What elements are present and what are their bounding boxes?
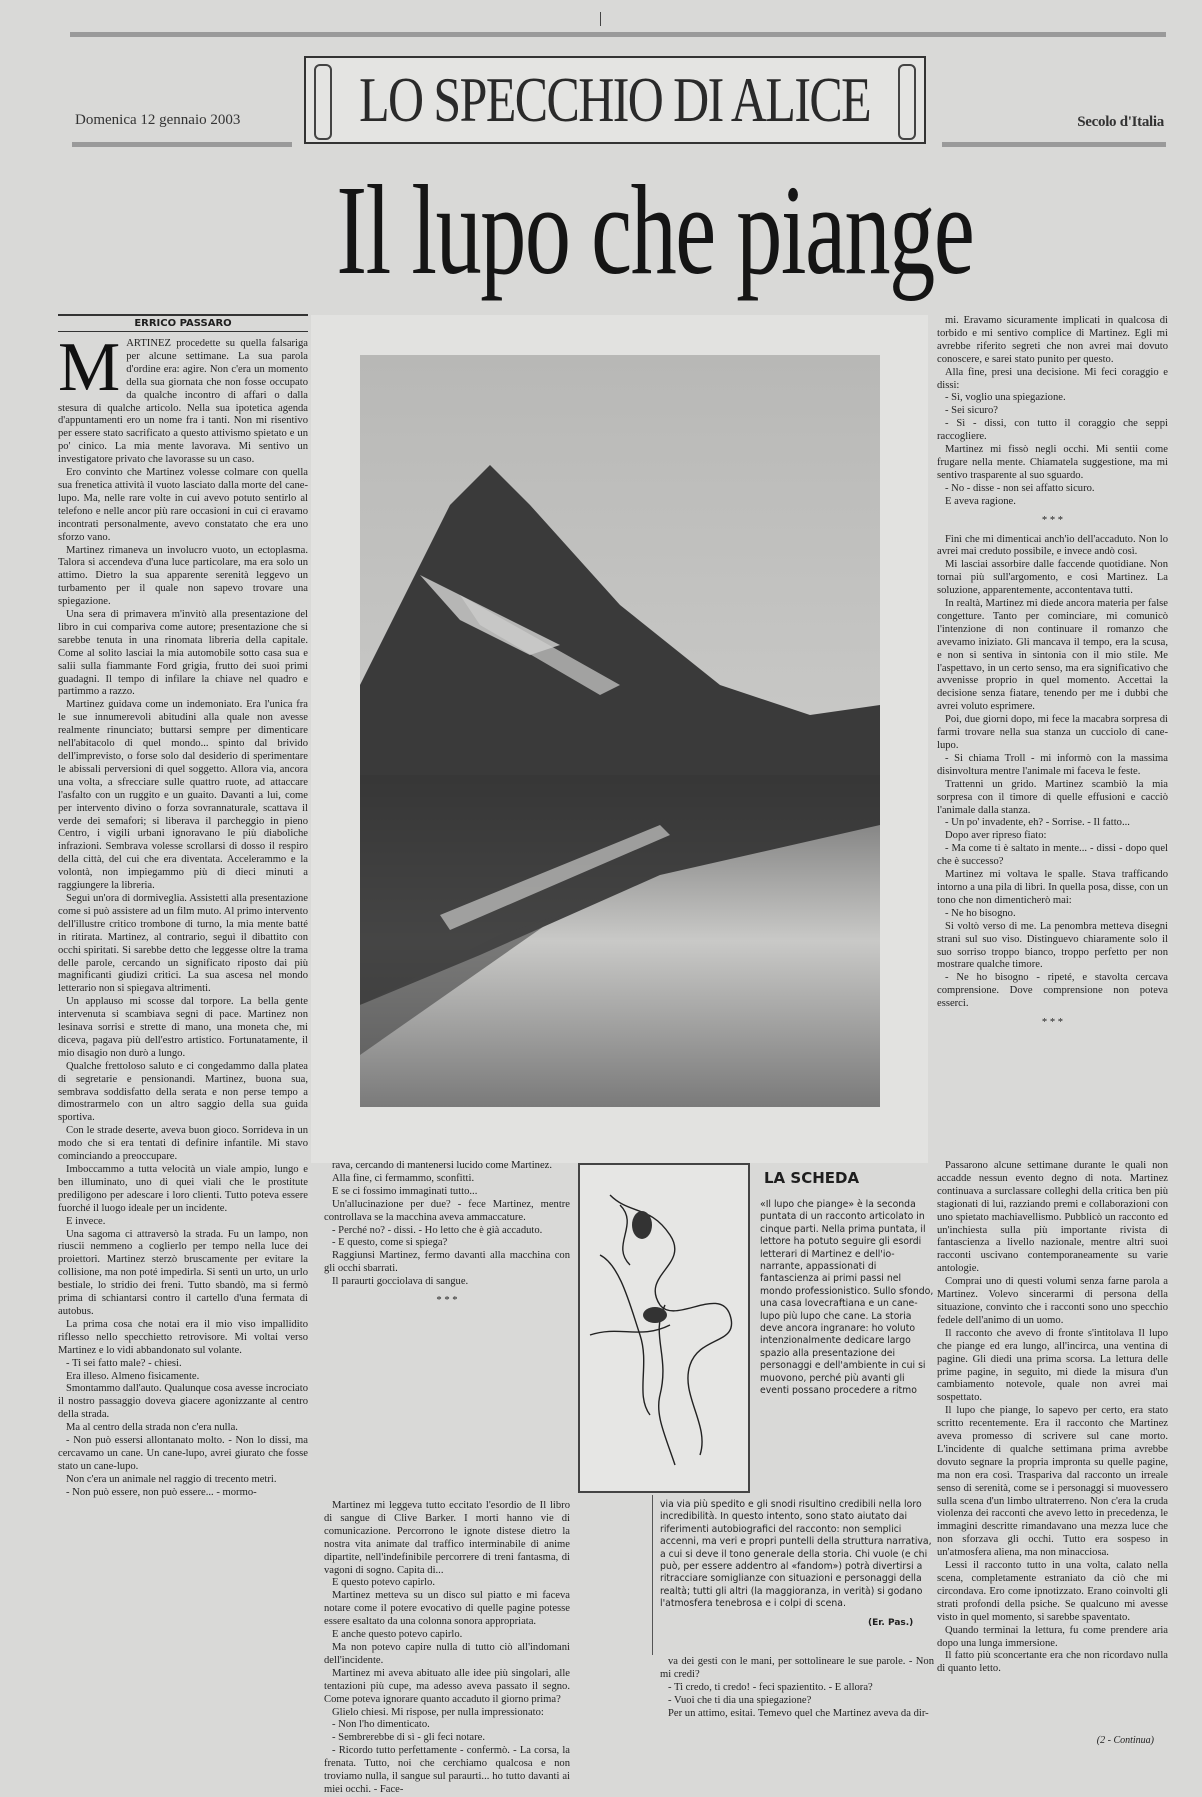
paragraph: Un'allucinazione per due? - fece Martinez, mentre controllava se la macchina aveva ammaccature.	[324, 1198, 570, 1223]
paragraph: - Ma come ti è saltato in mente... - dissi - dopo quel che è successo?	[937, 843, 1168, 868]
paragraph: Martinez mi leggeva tutto eccitato l'esordio de Il libro di sangue di Clive Barker. I morti hanno vie di comunicazione. Percorrono le ignote distese dietro la nostra vita animate dal traffico interminabile di anime dipartite, nell'indefinibile percorrere di treni fantasma, di vagoni di sogno. Capita di...	[324, 1500, 570, 1576]
paragraph: Qualche frettoloso saluto e ci congedammo dalla platea di segretarie e pensionandi. Martinez, buona sua, sembrava soddisfatto della serata e non perse tempo a dimostrarmelo con un altro saggio della sua guida sportiva.	[58, 1060, 308, 1124]
illustration	[578, 1163, 750, 1493]
paragraph: - Sei sicuro?	[945, 405, 998, 417]
paragraph: Imboccammo a tutta velocità un viale ampio, lungo e ben illuminato, uno di quei viali che le prostitute prediligono per adescare i loro clienti. Tutto poteva essere fuorché il luogo ideale per un incidente.	[58, 1164, 308, 1214]
paragraph: Alla fine, presi una decisione. Mi feci coraggio e dissi:	[937, 366, 1168, 391]
paragraph: Ma al centro della strada non c'era nulla.	[66, 1422, 238, 1434]
ornament-right-icon	[898, 64, 916, 140]
paragraph: E invece.	[66, 1215, 106, 1227]
left-header-rule	[72, 142, 292, 147]
paragraph: - Non può essersi allontanato molto. - Non lo dissi, ma cercavamo un cane. Un cane-lupo, avrei giurato che fosse stato un cane-lupo.	[58, 1435, 308, 1472]
paragraph: - Sì, voglio una spiegazione.	[945, 392, 1066, 404]
paragraph: - Ne ho bisogno.	[945, 907, 1016, 919]
paragraph: Passarono alcune settimane durante le quali non accadde nessun evento degno di nota. Martinez continuava a surclassare colleghi della critica ben più stagionati di lui, razziando premi e collaborazioni con uno spietato machiavellismo. Pubblicò un racconto ed un'inchiesta sulla più importante rivista di fantascienza a livello nazionale, mentre altri suoi racconti uscivano contemporaneamente su varie antologie.	[937, 1160, 1168, 1275]
paragraph: La prima cosa che notai era il mio viso impallidito riflesso nello specchietto retrovisore. Mi voltai verso Martinez e lo vidi abbandonato sul volante.	[58, 1318, 308, 1356]
paragraph: Martinez mi voltava le spalle. Stava trafficando intorno a una pila di libri. In quella posa, disse, con un tono che non dimenticherò mai:	[937, 869, 1168, 906]
paragraph: * * *	[1041, 1017, 1064, 1029]
paragraph: Non c'era un animale nel raggio di trecento metri.	[66, 1473, 277, 1485]
paragraph: Il lupo che piange, lo sapevo per certo, era stato scritto recentemente. Era il racconto che Martinez aveva promesso di scrivere sul cane morto. L'incidente di qualche settimana prima avrebbe dovuto segnare la propria impronta su quelle pagine, ma non era così. Traspariva dal racconto un irreale senso di serenità, come se i personaggi si muovessero sulla scena d'un limbo ultraterreno. Non c'era la cruda violenza dei racconti che avevo letto in precedenza, le immagini descritte rimandavano una mezza luce che non sforzava gli occhi. Tutto era sospeso in un'atmosfera aliena, ma non minacciosa.	[937, 1405, 1168, 1559]
article-column-4	[937, 1160, 1168, 1734]
right-header-rule	[942, 142, 1166, 147]
landscape-photo	[311, 315, 928, 1163]
paragraph: Mi lasciai assorbire dalle faccende quotidiane. Non tornai più sull'argomento, e così Martinez. La soluzione, apparentemente, accontentava tutti.	[937, 559, 1168, 597]
paragraph: Seguì un'ora di dormiveglia. Assistetti alla presentazione come si può assistere ad un film muto. Al primo intervento dell'illustre critico trombone di turno, la mia mente batté in ritirata. Martinez, al contrario, seguì il dibattito con occhi spiritati. Si sarebbe detto che leggesse oltre la trama delle parole, cercando un significato riposto dai più magnificanti giudizi critici. La sua ascesa nel mondo letterario non si spiegava altrimenti.	[58, 892, 308, 995]
issue-date: Domenica 12 gennaio 2003	[75, 112, 241, 128]
info-box	[578, 1163, 934, 1643]
paragraph: Una sera di primavera m'invitò alla presentazione del libro in cui compariva come autore; presentazione che si sarebbe tenuta in una rinomata libreria della capitale. Come al solito lasciai la mia automobile sotto casa sua e salii sulla fiammante Ford grigia, frutto dei suoi primi guadagni. Il tempo di infilare la chiave nel quadro e partimmo a razzo.	[58, 609, 308, 698]
section-masthead	[304, 56, 926, 144]
info-box-text: «Il lupo che piange» è la seconda puntata di un racconto articolato in cinque parti. Nella prima puntata, il lettore ha potuto seguire gli esordi letterari di Martinez e dell'io-narrante, appassionati di fantascienza ai primi passi nel mondo professionistico. Sullo sfondo, una casa lovecraftiana e un cane-lupo più lupo che cane. La storia deve ancora ingranare: ho voluto intenzionalmente dedicare largo spazio alla presentazione dei personaggi e dell'ambiente in cui si muovono, perché più avanti gli eventi possano procedere a ritmo	[760, 1199, 934, 1397]
article-column-2	[324, 1160, 570, 1500]
paragraph: - Sì - dissi, con tutto il coraggio che seppi raccogliere.	[937, 418, 1168, 443]
paragraph: - Un po' invadente, eh? - Sorrise. - Il fatto...	[945, 817, 1130, 829]
paragraph: Poi, due giorni dopo, mi fece la macabra sorpresa di farmi trovare nella sua stanza un cucciolo di cane-lupo.	[937, 714, 1168, 751]
paragraph: - Sembrerebbe di sì - gli feci notare.	[332, 1732, 485, 1744]
article-column-2-tail	[660, 1656, 934, 1750]
info-box-signature: (Er. Pas.)	[868, 1618, 914, 1628]
paragraph: - No - disse - non sei affatto sicuro.	[945, 482, 1095, 494]
article-column-2-cont	[324, 1500, 570, 1795]
paragraph: Finì che mi dimenticai anch'io dell'accaduto. Non lo avrei mai creduto possibile, e invece andò così.	[937, 533, 1168, 558]
paragraph: - Ricordo tutto perfettamente - confermò. - La corsa, la frenata. Tutto, noi che cerchiamo qualcosa e non troviamo nulla, il sangue sul paraurti... ho tutto davanti ai miei occhi. - Face-	[324, 1745, 570, 1795]
paragraph: Quando terminai la lettura, fu come prendere aria dopo una lunga immersione.	[937, 1624, 1168, 1649]
ornament-left-icon	[314, 64, 332, 140]
paragraph: - Ti sei fatto male? - chiesi.	[66, 1357, 182, 1369]
paragraph: Martinez metteva su un disco sul piatto e mi faceva notare come il potere evocativo di quelle pagine potesse essere esaltato da una colonna sonora appropriata.	[324, 1590, 570, 1628]
paragraph: Con le strade deserte, aveva buon gioco. Sorrideva in un modo che si era tentati di definire infantile. Mi stavo cominciando a preoccupare.	[58, 1125, 308, 1163]
paragraph: - Perché no? - dissi. - Ho letto che è già accaduto.	[332, 1224, 543, 1236]
paragraph: Era illeso. Almeno fisicamente.	[66, 1370, 200, 1382]
paragraph: Martinez guidava come un indemoniato. Era l'unica fra le sue innumerevoli abitudini alla quale non avesse realmente rinunciato; buttarsi sempre per dimenticare nell'abitacolo di quel mondo... spinto dal brivido dell'imprevisto, o forse solo dal desiderio di sperimentare le abissali perversioni di quel soggetto. Allora via, ancora una volta, a sfrecciare sulle quattro ruote, ad attaccare l'asfalto con un ruggito e un guaito. Davanti a lui, come per intervento divino o forza sovrannaturale, scattava il verde dei semafori; si liberava il parcheggio in pieno Centro, i vigili urbani ignoravano le più diaboliche infrazioni. Sembrava volesse scrollarsi di dosso il respiro della città, del cui che era diventata. Accelerammo e la volontà, non impiegammo più di dieci minuti a raggiungere la libreria.	[58, 699, 308, 892]
continuation-note: (2 - Continua)	[1096, 1735, 1154, 1746]
paragraph: - Non l'ho dimenticato.	[332, 1719, 430, 1731]
figure-drawing-icon	[580, 1165, 748, 1491]
paragraph: Ma non potevo capire nulla di tutto ciò all'indomani dell'incidente.	[324, 1641, 570, 1666]
section-title: LO SPECCHIO DI ALICE	[359, 64, 871, 135]
paragraph: Una sagoma ci attraversò la strada. Fu un lampo, non riuscii nemmeno a coglierlo per tempo nella luce dei proiettori. Martinez sterzò bruscamente per evitare la collisione, ma non poté impedirla. Si sentì un urto, un urlo bestiale, lo stridio dei freni. Tutto sbandò, ma si fermò prima di schiantarsi contro il cartello d'una fermata di autobus.	[58, 1228, 308, 1317]
paragraph: E se ci fossimo immaginati tutto...	[332, 1185, 478, 1197]
paragraph: * * *	[436, 1295, 458, 1307]
paragraph: mi. Eravamo sicuramente implicati in qualcosa di torbido e mi sentivo complice di Martinez. Egli mi avrebbe riferito segreti che non avrei mai dovuto conoscere, e sarei stato punito per questo.	[937, 315, 1168, 365]
author-byline: ERRICO PASSARO	[58, 314, 308, 332]
paragraph: Si voltò verso di me. La penombra metteva disegni strani sul suo viso. Distinguevo chiaramente solo il suo sorriso troppo bianco, troppo perfetto per non mostrare qualche timore.	[937, 920, 1168, 971]
paragraph: Martinez rimaneva un involucro vuoto, un ectoplasma. Talora si accendeva d'una luce particolare, ma era solo un attimo. Dietro la sua apparente serenità leggevo un turbamento per il quale non sapevo trovare una spiegazione.	[58, 544, 308, 608]
paragraph: Lessi il racconto tutto in una volta, calato nella scena, completamente estraniato da ciò che mi circondava. Ero come ipnotizzato. Erano coinvolti gli strati profondi della psiche. Se qualcuno mi avesse visto in quel momento, si sarebbe spaventato.	[937, 1560, 1168, 1623]
paragraph: Un applauso mi scosse dal torpore. La bella gente intervenuta si scambiava segni di pace. Martinez non lesinava sorrisi e strette di mano, una moneta che, mi diceva, pagava più dell'estro artistico. Fortunatamente, il mio disagio non durò a lungo.	[58, 996, 308, 1059]
info-box-divider	[652, 1495, 653, 1655]
paragraph: In realtà, Martinez mi diede ancora materia per false congetture. Tanto per cominciare, mi comunicò l'intenzione di non continuare il romanzo che avevamo iniziato. Gli mancava il tempo, era la scusa, e non si sentiva in sintonia con il mio stile. Me l'aspettavo, in un certo senso, ma era significativo che avvenisse proprio in quel momento. Accettai la decisione senza fiatare, tenendo per me i dubbi che avrei voluto esprimere.	[937, 598, 1168, 713]
paragraph: Smontammo dall'auto. Qualunque cosa avesse incrociato il nostro passaggio doveva giacere agonizzante al centro della strada.	[58, 1383, 308, 1421]
paragraph: Raggiunsi Martinez, fermo davanti alla macchina con gli occhi sbarrati.	[324, 1250, 570, 1275]
paragraph: Martinez mi aveva abituato alle idee più singolari, alle tentazioni più cupe, ma adesso aveva passato il segno. Come poteva ignorare quanto accaduto il giorno prima?	[324, 1667, 570, 1705]
paragraph: Il fatto più sconcertante era che non ricordavo nulla di quanto letto.	[937, 1650, 1168, 1675]
paragraph: - Non può essere, non può essere... - mormo-	[66, 1486, 257, 1498]
paragraph: Per un attimo, esitai. Temevo quel che Martinez aveva da dir-	[668, 1707, 929, 1719]
paragraph: - Ne ho bisogno - ripeté, e stavolta cercava comprensione. Dove comprensione non poteva esserci.	[937, 972, 1168, 1010]
paragraph: Ero convinto che Martinez volesse colmare con quella sua frenetica attività il vuoto lasciato dalla morte del cane-lupo. Ma, nelle rare volte in cui avevo potuto sentirlo al telefono e nelle ancor più rare occasioni in cui ci eravamo incontrati personalmente, avevo constatato che era uno sforzo vano.	[58, 467, 308, 543]
newspaper-name: Secolo d'Italia	[1077, 114, 1164, 130]
paragraph: Dopo aver ripreso fiato:	[945, 830, 1047, 842]
paragraph: E anche questo potevo capirlo.	[332, 1629, 463, 1641]
article-column-1	[58, 329, 308, 1750]
paragraph: Glielo chiesi. Mi rispose, per nulla impressionato:	[332, 1706, 544, 1718]
paragraph: Comprai uno di questi volumi senza farne parola a Martinez. Volevo sincerarmi di persona della situazione, convinto che i racconti sono uno specchio fedele dell'animo di un uomo.	[937, 1276, 1168, 1326]
paragraph: Il racconto che avevo di fronte s'intitolava Il lupo che piange ed era lungo, all'incirca, una ventina di pagine. Gli diedi una prima scorsa. La lettura delle prime pagine, in seguito, mi diede la misura d'un cambiamento notevole, quale non avrei mai sospettato.	[937, 1327, 1168, 1404]
paragraph: va dei gesti con le mani, per sottolineare le sue parole. - Non mi credi?	[660, 1656, 934, 1680]
article-column-3	[937, 315, 1168, 1155]
paragraph: E aveva ragione.	[945, 495, 1016, 507]
paragraph: * * *	[1041, 514, 1064, 526]
paragraph: - Ti credo, ti credo! - feci spazientito. - E allora?	[668, 1681, 873, 1693]
article-headline: Il lupo che piange	[336, 159, 974, 301]
page-mark	[600, 12, 601, 26]
paragraph: Trattenni un grido. Martinez scambiò la mia sorpresa con il timore di quelle effusioni e cacciò l'animale dalla stanza.	[937, 778, 1168, 816]
paragraph: Alla fine, ci fermammo, sconfitti.	[332, 1172, 475, 1184]
paragraph: - Si chiama Troll - mi informò con la massima disinvoltura mentre l'animale mi faceva le feste.	[937, 752, 1168, 777]
drop-cap: M	[58, 329, 121, 406]
paragraph: - Vuoi che ti dia una spiegazione?	[668, 1694, 812, 1706]
paragraph: Il paraurti gocciolava di sangue.	[332, 1276, 469, 1288]
paragraph: Martinez mi fissò negli occhi. Mi sentii come frugare nella mente. Chiamatela suggestione, ma mi sentivo trasparente al suo sguardo.	[937, 444, 1168, 481]
top-rule	[70, 32, 1166, 37]
paragraph: ARTINEZ procedette su quella falsariga per alcune settimane. La sua parola d'ordine era: agire. Non c'era un momento della sua giornata che non fosse occupato da qualche incontro di affari o dalla stesura di qualche articolo. Nella sua ipotetica agenda d'appuntamenti ero un nome fra i tanti. Non mi risentivo per essere stato sacrificato a questo attivismo spietato e un po' cinico. La mia mente lavorava. Mi sentivo un investigatore privato che lavorasse su un caso.	[58, 338, 308, 466]
info-box-title: LA SCHEDA	[764, 1169, 860, 1187]
info-box-text-cont: via via più spedito e gli snodi risultino credibili nella loro incredibilità. In questo intento, sono stato aiutato dai riferimenti autobiografici del racconto: non semplici accenni, ma veri e propri puntelli della struttura narrativa, a cui si deve il tono generale della storia. Chi vuole (e chi può, per essere addentro al «fandom») potrà divertirsi a ritracciare somiglianze con situazioni e personaggi della realtà; tutti gli altri (la maggioranza, in verità) si godano l'atmosfera tenebrosa e i colpi di scena.	[660, 1499, 932, 1610]
paragraph: E questo potevo capirlo.	[332, 1577, 435, 1589]
paragraph: rava, cercando di mantenersi lucido come Martinez.	[332, 1160, 553, 1171]
mountain-lake-image	[360, 355, 880, 1107]
paragraph: - E questo, come si spiega?	[332, 1237, 448, 1249]
